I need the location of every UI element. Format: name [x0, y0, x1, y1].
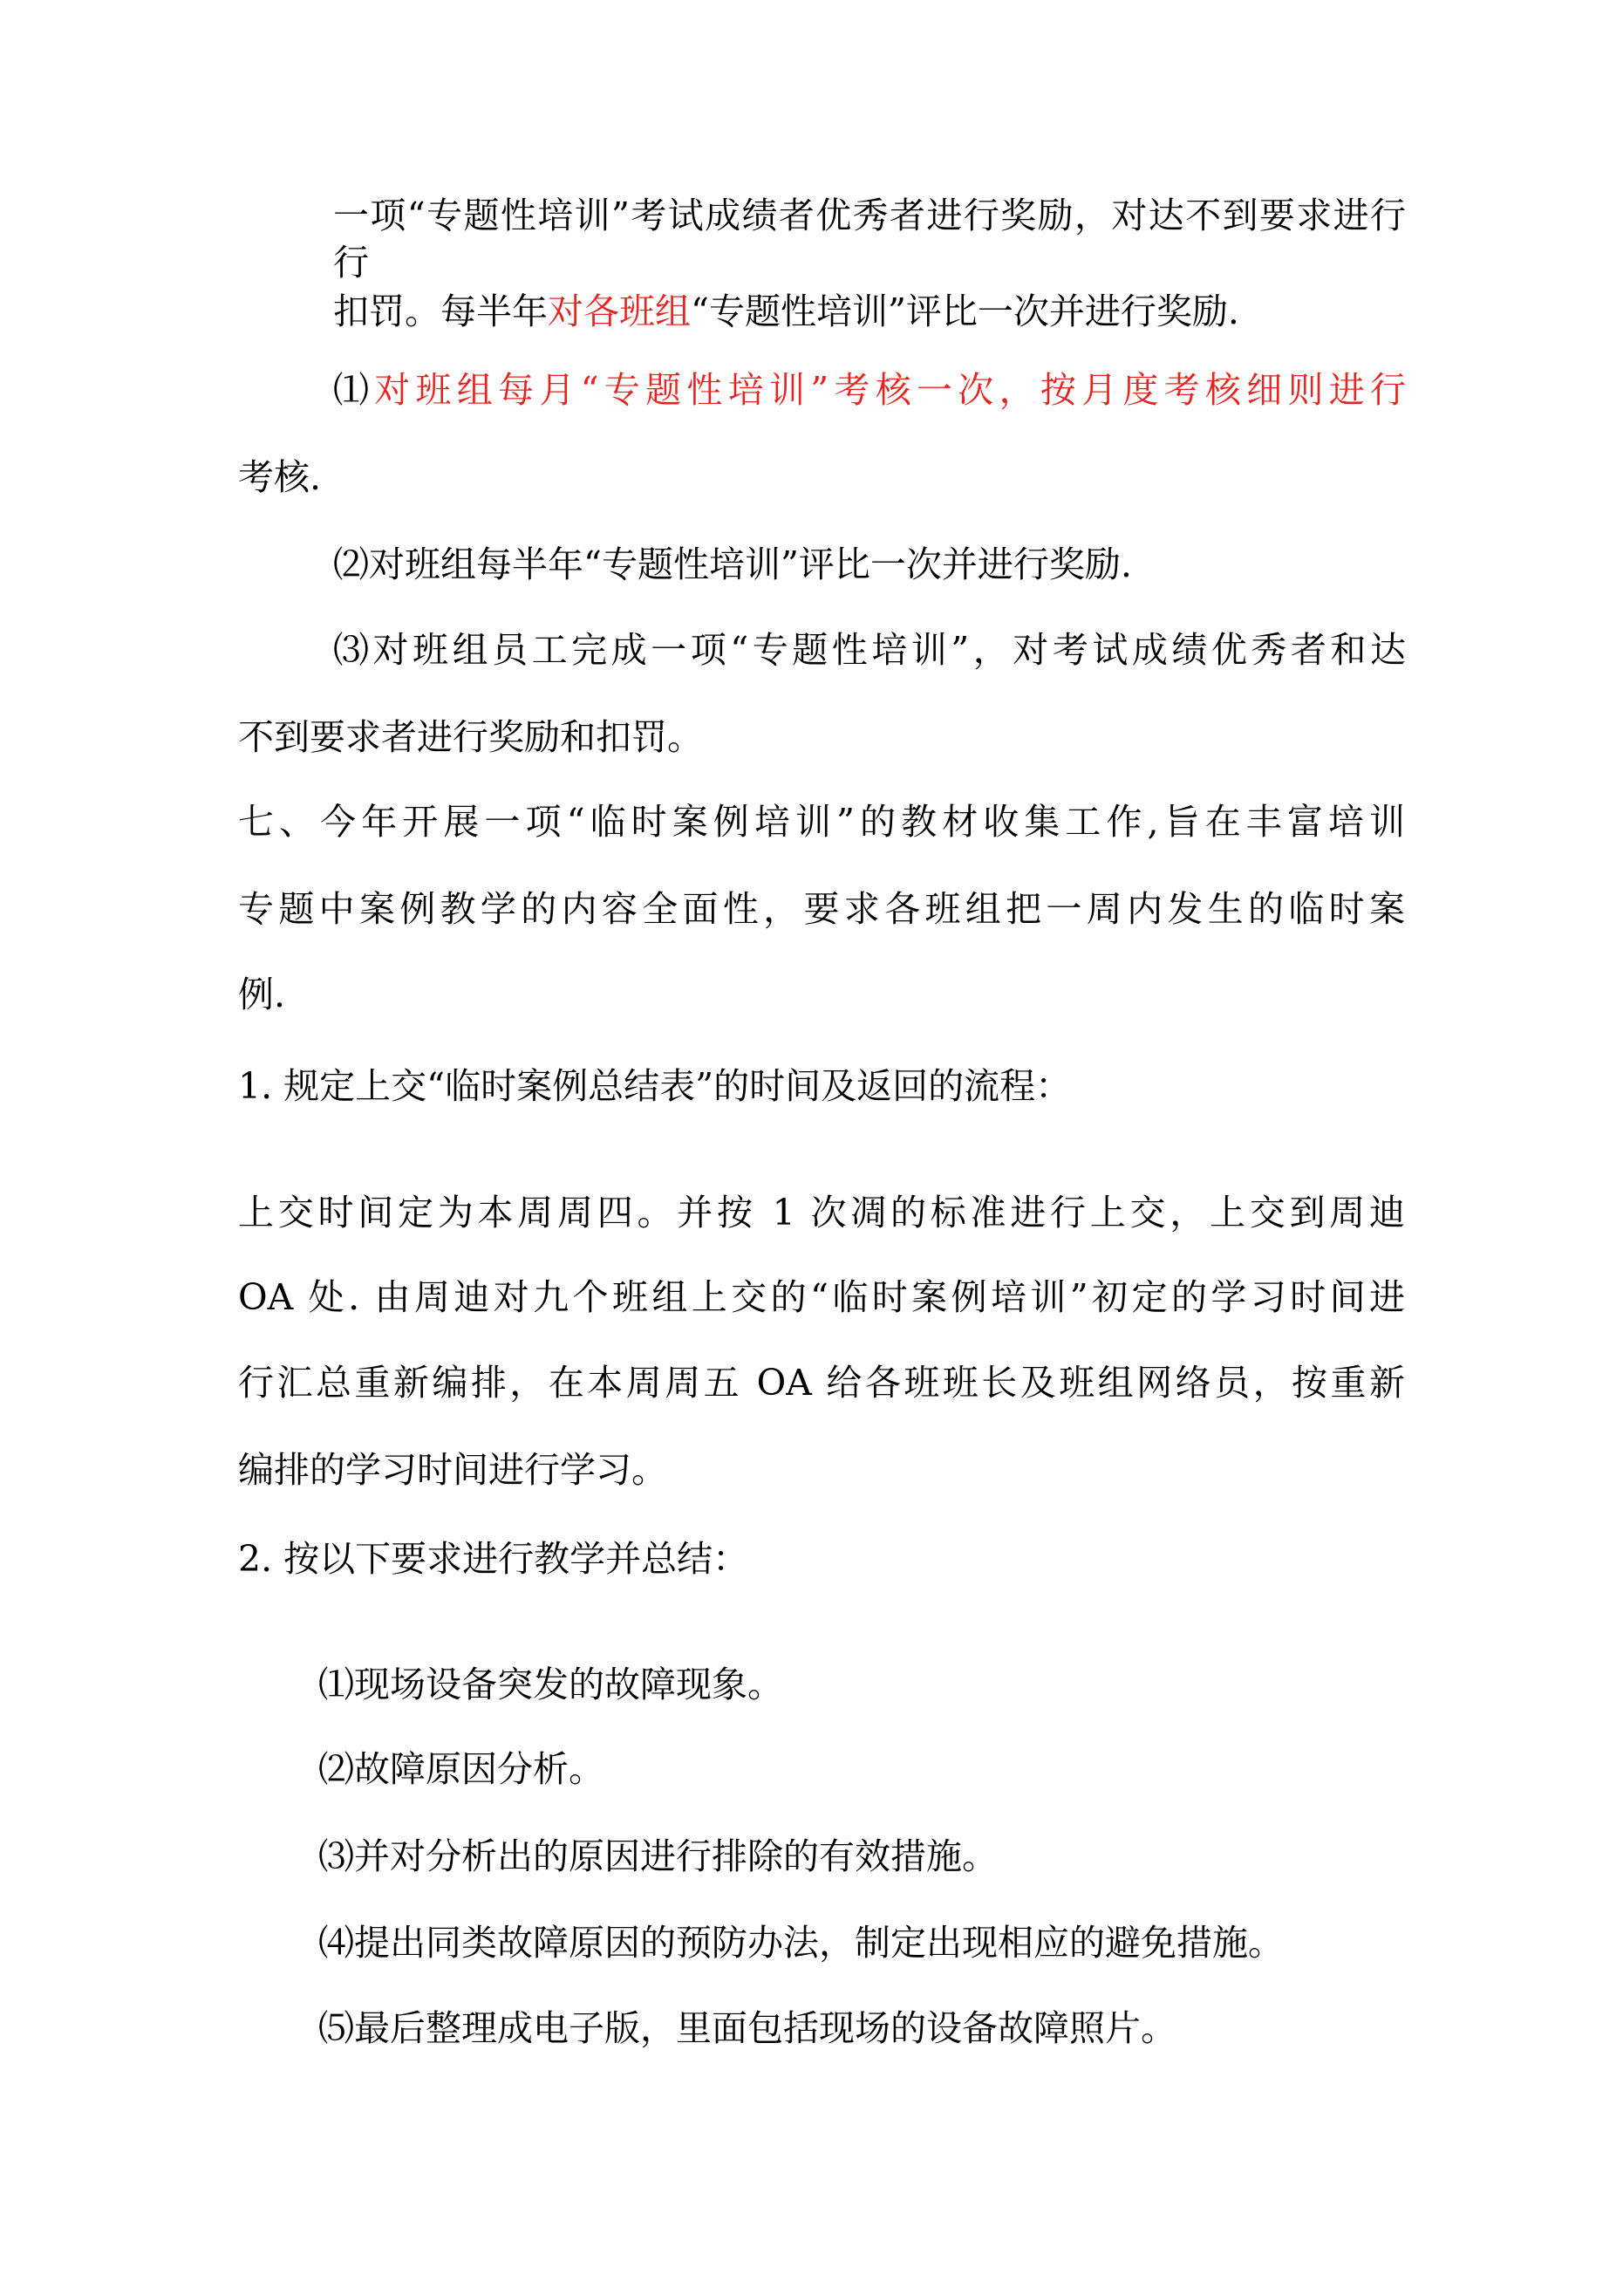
paragraph-1-line-1: 一项“专题性培训”考试成绩者优秀者进行奖励，对达不到要求进行 — [333, 195, 1406, 236]
body-1-line-2: OA 处. 由周迪对九个班组上交的“临时案例培训”初定的学习时间进 — [238, 1276, 1405, 1318]
section-7-line-2: 专题中案例教学的内容全面性，要求各班组把一周内发生的临时案 — [238, 888, 1405, 930]
list-item-3-line-1: ⑶对班组员工完成一项“专题性培训”，对考试成绩优秀者和达 — [333, 629, 1406, 671]
highlight-text: 对各班组 — [548, 290, 691, 332]
body-1-line-4: 编排的学习时间进行学习。 — [238, 1449, 667, 1491]
list-item: ⑷提出同类故障原因的预防办法，制定出现相应的避免措施。 — [318, 1922, 1284, 1964]
section-7-line-3: 例. — [238, 974, 286, 1015]
body-1-line-3: 行汇总重新编排，在本周周五 OA 给各班班长及班组网络员，按重新 — [238, 1362, 1405, 1404]
list-item-1-line-2: 考核. — [238, 456, 322, 498]
paragraph-1-line-3 — [333, 290, 1239, 333]
list-item: ⑵故障原因分析。 — [318, 1748, 604, 1790]
list-item: ⑸最后整理成电子版，里面包括现场的设备故障照片。 — [318, 2007, 1176, 2049]
list-item-2: ⑵对班组每半年“专题性培训”评比一次并进行奖励. — [333, 543, 1132, 585]
paragraph-1-line-2: 行 — [333, 242, 369, 284]
list-item-1-line-1 — [333, 368, 1406, 412]
text-span: “专题性培训”评比一次并进行奖励. — [691, 290, 1239, 332]
item-marker: ⑴ — [333, 369, 375, 411]
list-item: ⑶并对分析出的原因进行排除的有效措施。 — [318, 1835, 998, 1877]
section-7-line-1: 七、今年开展一项“临时案例培训”的教材收集工作,旨在丰富培训 — [238, 801, 1405, 843]
text-span: 扣罚。每半年 — [333, 290, 548, 332]
list-item: ⑴现场设备突发的故障现象。 — [318, 1664, 783, 1705]
heading-1: 1. 规定上交“临时案例总结表”的时间及返回的流程： — [238, 1065, 1072, 1107]
highlight-text: 对班组每月“专题性培训”考核一次，按月度考核细则进行 — [374, 369, 1407, 411]
heading-2: 2. 按以下要求进行教学并总结： — [238, 1538, 749, 1580]
body-1-line-1: 上交时间定为本周周四。并按 1 次凋的标准进行上交，上交到周迪 — [238, 1192, 1405, 1233]
list-item-3-line-2: 不到要求者进行奖励和扣罚。 — [238, 716, 703, 758]
